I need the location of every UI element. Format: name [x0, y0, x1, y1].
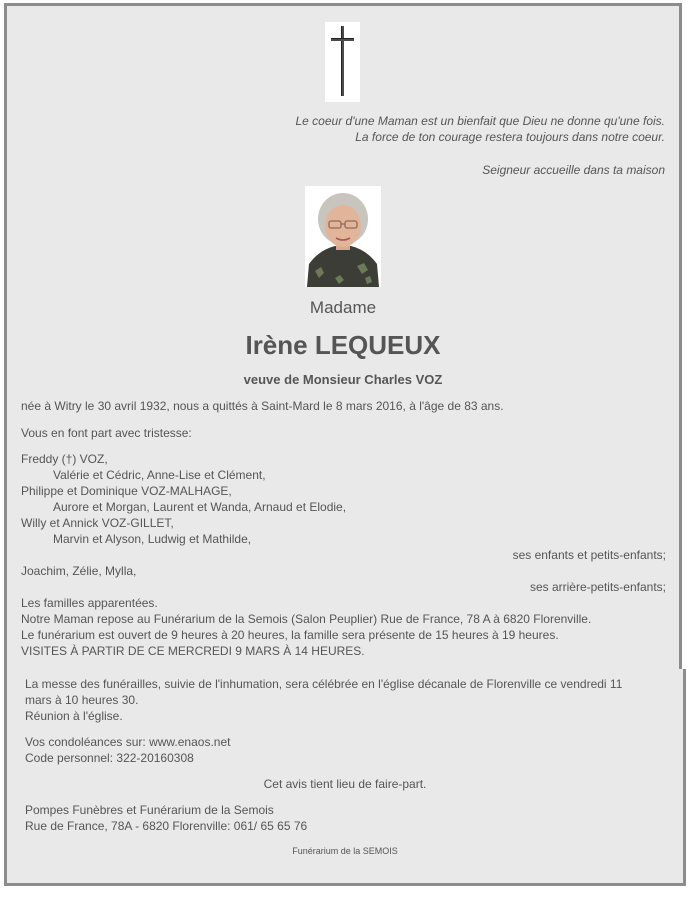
- footer-signature: Funérarium de la SEMOIS: [292, 846, 398, 856]
- family-line: Les familles apparentées.: [21, 596, 158, 610]
- family-line: Valérie et Cédric, Anne-Lise et Clément,: [53, 468, 266, 482]
- funeral-home-name: Pompes Funèbres et Funérarium de la Semois: [25, 803, 274, 817]
- family-line: Le funérarium est ouvert de 9 heures à 20 heures, la famille sera présente de 15 heures à 19 heures.: [21, 628, 559, 642]
- ceremony-line-2: mars à 10 heures 30.: [25, 693, 139, 707]
- cross-icon: [325, 22, 360, 102]
- birth-death-line: née à Witry le 30 avril 1932, nous a quittés à Saint-Mard le 8 mars 2016, à l'âge de 83 ans.: [21, 399, 504, 413]
- deceased-name: Irène LEQUEUX: [245, 330, 441, 360]
- condolences-block: [25, 734, 670, 766]
- family-line: ses arrière-petits-enfants;: [529, 580, 666, 594]
- family-line: Aurore et Morgan, Laurent et Wanda, Arnaud et Elodie,: [53, 500, 347, 514]
- family-line: Notre Maman repose au Funérarium de la Semois (Salon Peuplier) Rue de France, 78 A à 6820 Florenville.: [21, 612, 592, 626]
- funeral-home-address: Rue de France, 78A - 6820 Florenville: 061/ 65 65 76: [25, 819, 308, 833]
- announcement-line: Vous en font part avec tristesse:: [21, 426, 192, 440]
- family-line: Philippe et Dominique VOZ-MALHAGE,: [21, 484, 232, 498]
- funeral-home-block: [25, 802, 670, 834]
- family-line: Willy et Annick VOZ-GILLET,: [21, 516, 174, 530]
- family-line: Marvin et Alyson, Ludwig et Mathilde,: [53, 532, 252, 546]
- ceremony-block: [25, 676, 670, 724]
- quote-line-3: Seigneur accueille dans ta maison: [482, 163, 665, 177]
- ceremony-line-1: La messe des funérailles, suivie de l'inhumation, sera célébrée en l'église décanale de Florenville ce vendredi 11: [25, 677, 623, 691]
- quote-line-2: La force de ton courage restera toujours dans notre coeur.: [355, 130, 665, 144]
- salutation: Madame: [309, 298, 377, 317]
- personal-code: Code personnel: 322-20160308: [25, 751, 194, 765]
- notice-line: Cet avis tient lieu de faire-part.: [263, 777, 427, 791]
- widow-of: veuve de Monsieur Charles VOZ: [243, 372, 443, 387]
- family-line: Joachim, Zélie, Mylla,: [21, 564, 137, 578]
- quote-line-1: Le coeur d'une Maman est un bienfait que Dieu ne donne qu'une fois.: [295, 114, 665, 128]
- ceremony-line-3: Réunion à l'église.: [25, 709, 123, 723]
- portrait-photo: [305, 186, 381, 287]
- family-line: ses enfants et petits-enfants;: [512, 548, 666, 562]
- family-line: Freddy (†) VOZ,: [21, 452, 108, 466]
- family-list: [21, 451, 666, 659]
- family-line: VISITES À PARTIR DE CE MERCREDI 9 MARS À 14 HEURES.: [21, 644, 365, 658]
- condolences-website: Vos condoléances sur: www.enaos.net: [25, 735, 231, 749]
